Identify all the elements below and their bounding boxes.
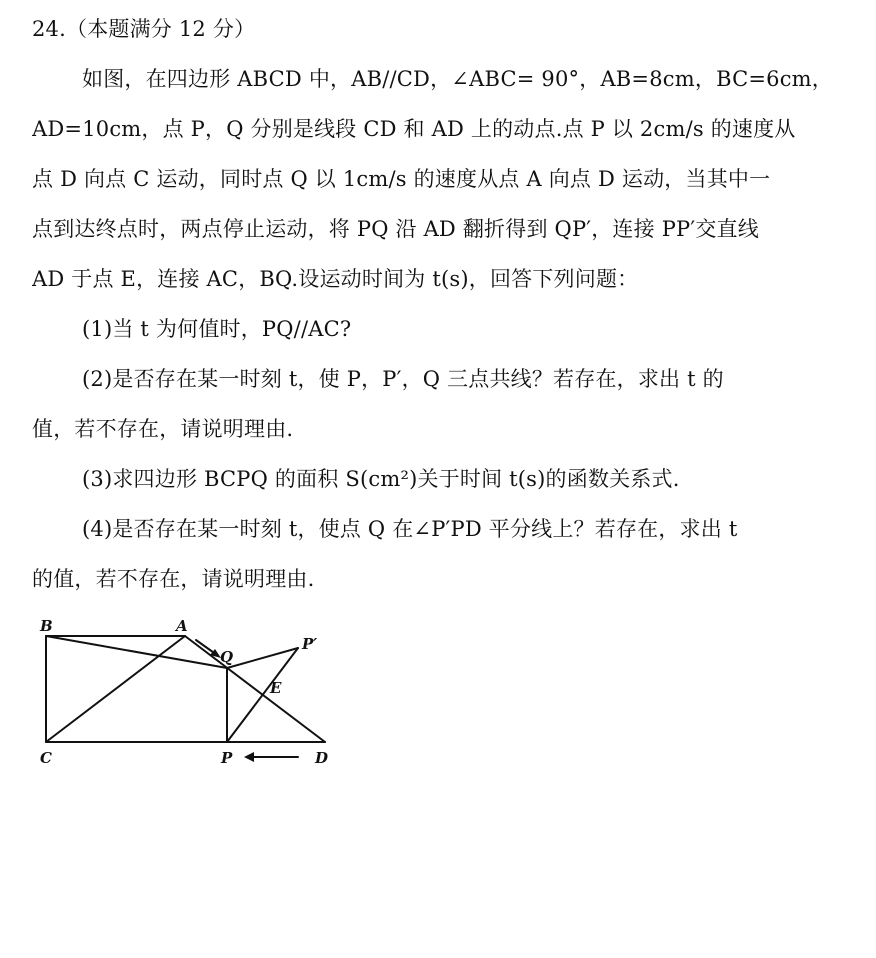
segment-BQ	[46, 636, 227, 668]
question-3: (3)求四边形 BCPQ 的面积 S(cm²)关于时间 t(s)的函数关系式.	[82, 467, 680, 491]
geometry-figure	[30, 612, 340, 772]
label-Q: Q	[220, 648, 234, 666]
body-line-5: AD 于点 E，连接 AC，BQ.设运动时间为 t(s)，回答下列问题：	[32, 267, 639, 291]
segment-PP-prime	[227, 648, 298, 742]
question-2-line-2: 值，若不存在，请说明理由.	[32, 417, 294, 441]
segment-QP-prime	[227, 648, 298, 668]
segment-AC	[46, 636, 185, 742]
question-4-line-2: 的值，若不存在，请说明理由.	[32, 567, 315, 591]
question-2-line-1: (2)是否存在某一时刻 t，使 P，P′，Q 三点共线？若存在，求出 t 的	[82, 367, 724, 391]
label-D: D	[315, 749, 329, 767]
arrowhead-P-icon	[244, 752, 254, 762]
body-line-4: 点到达终点时，两点停止运动，将 PQ 沿 AD 翻折得到 QP′，连接 PP′交直线	[32, 217, 759, 241]
label-P-prime: P′	[302, 635, 318, 653]
label-A: A	[176, 617, 188, 635]
label-B: B	[40, 617, 53, 635]
question-4-line-1: (4)是否存在某一时刻 t，使点 Q 在∠P′PD 平分线上？若存在，求出 t	[82, 517, 738, 541]
label-P: P	[221, 749, 233, 767]
problem-heading: 24.（本题满分 12 分）	[32, 17, 256, 41]
body-line-2: AD=10cm，点 P，Q 分别是线段 CD 和 AD 上的动点.点 P 以 2cm/s 的速度从	[32, 117, 796, 141]
label-C: C	[40, 749, 52, 767]
label-E: E	[270, 679, 282, 697]
question-1: (1)当 t 为何值时，PQ//AC?	[82, 317, 352, 341]
body-line-3: 点 D 向点 C 运动，同时点 Q 以 1cm/s 的速度从点 A 向点 D 运动，当其中一	[32, 167, 771, 191]
body-line-1: 如图，在四边形 ABCD 中，AB//CD，∠ABC= 90°，AB=8cm，BC=6cm，	[82, 67, 833, 91]
